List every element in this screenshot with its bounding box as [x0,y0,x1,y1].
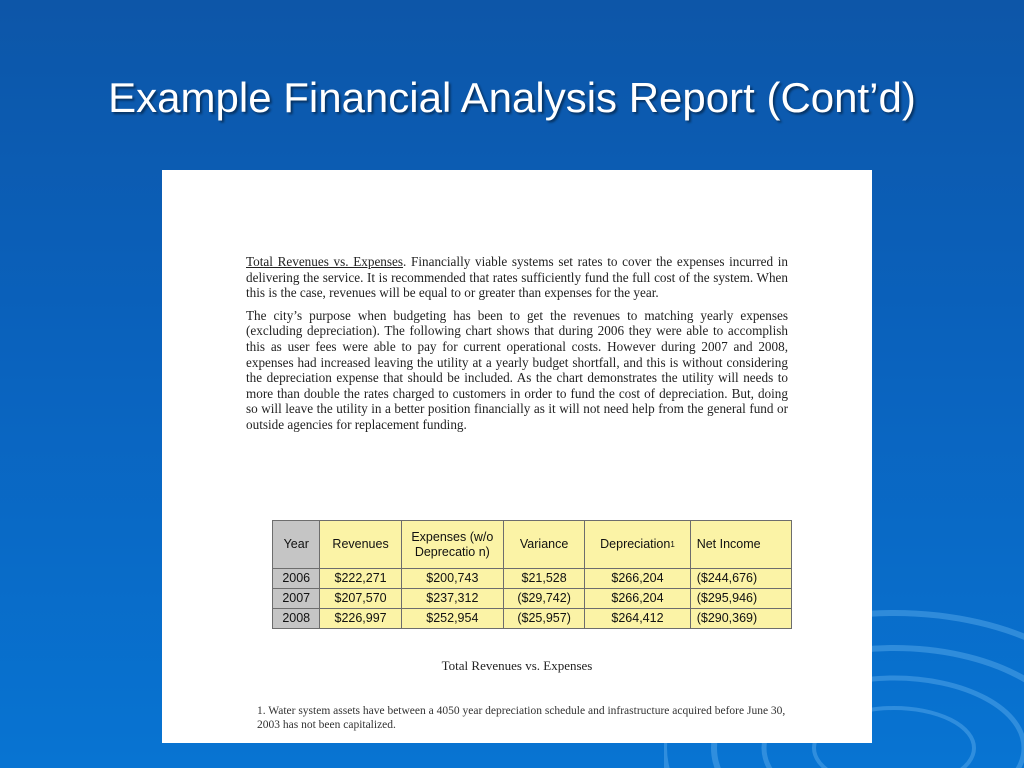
cell-year: 2007 [273,589,320,609]
paragraph-1-text: . Financially viable systems set rates to cover the expenses incurred in delivering the service. It is recommended that rates sufficiently fund the full cost of the system. When this is the case, revenues will be equal to or greater than expenses for the year. [246,254,789,301]
footnote-marker: 1 [670,540,675,549]
cell-variance: ($29,742) [504,589,585,609]
document-image [162,170,872,743]
header-depreciation-label: Depreciation [600,537,671,551]
header-revenues: Revenues [320,521,401,569]
cell-depreciation: $266,204 [585,569,690,589]
cell-revenues: $207,570 [320,589,401,609]
financial-table [272,520,792,629]
cell-net-income: ($290,369) [690,609,791,629]
table-row [273,609,792,629]
header-variance: Variance [504,521,585,569]
cell-expenses: $252,954 [401,609,503,629]
cell-year: 2006 [273,569,320,589]
cell-expenses: $200,743 [401,569,503,589]
paragraph-1 [246,254,788,301]
cell-variance: ($25,957) [504,609,585,629]
table-row [273,569,792,589]
slide-title: Example Financial Analysis Report (Cont’d) [108,74,916,121]
header-net-income: Net Income [690,521,791,569]
cell-depreciation: $266,204 [585,589,690,609]
document-body [246,254,788,440]
table-row [273,589,792,609]
cell-variance: $21,528 [504,569,585,589]
cell-expenses: $237,312 [401,589,503,609]
cell-net-income: ($244,676) [690,569,791,589]
cell-revenues: $222,271 [320,569,401,589]
cell-net-income: ($295,946) [690,589,791,609]
header-depreciation [585,521,690,569]
header-expenses: Expenses (w/o Deprecatio n) [401,521,503,569]
cell-revenues: $226,997 [320,609,401,629]
header-year: Year [273,521,320,569]
table-header-row [273,521,792,569]
paragraph-2: The city’s purpose when budgeting has been to get the revenues to matching yearly expenses (excluding depreciation). The following chart shows that during 2006 they were able to accomplish this as user fees were able to pay for current operational costs. However during 2007 and 2008, expenses had increased leaving the utility at a yearly budget shortfall, and this is without considering the depreciation expense that should be included. As the chart demonstrates the utility will needs to more than double the rates charged to customers in order to fund the cost of depreciation. But, doing so will leave the utility in a better position financially as it will not need help from the general fund or outside agencies for replacement funding. [246,307,788,432]
cell-depreciation: $264,412 [585,609,690,629]
footnote: 1. Water system assets have between a 4050 year depreciation schedule and infrastructure acquired before June 30, 2003 has not been capitalized. [257,705,786,731]
section-heading: Total Revenues vs. Expenses [246,254,404,269]
cell-year: 2008 [273,609,320,629]
table-caption: Total Revenues vs. Expenses [441,658,593,673]
